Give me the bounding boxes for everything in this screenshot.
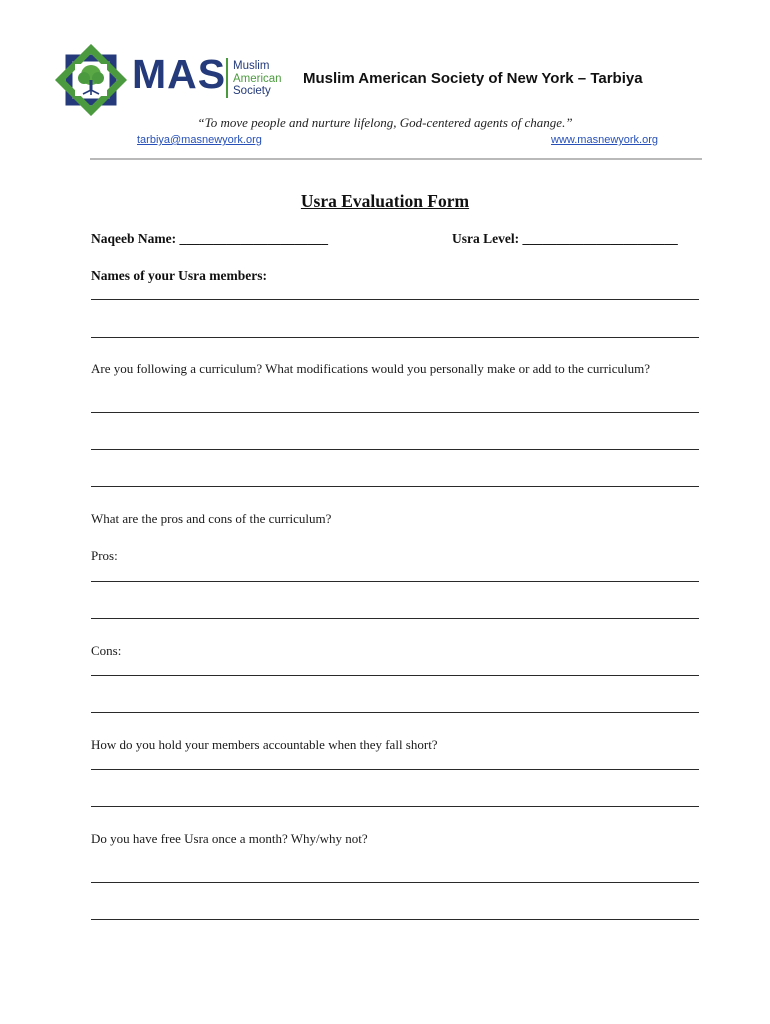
cons-answer-line[interactable] [91, 712, 699, 713]
pros-answer-line[interactable] [91, 618, 699, 619]
cons-answer-line[interactable] [91, 675, 699, 676]
form-title: Usra Evaluation Form [300, 191, 470, 211]
logo-word-american: American [233, 72, 282, 85]
free-usra-answer-line[interactable] [91, 882, 699, 883]
email-link[interactable]: tarbiya@masnewyork.org [137, 134, 262, 146]
members-label: Names of your Usra members: [91, 268, 267, 283]
curriculum-answer-line[interactable] [91, 449, 699, 450]
question-free-usra: Do you have free Usra once a month? Why/why not? [91, 831, 368, 846]
usra-level-field[interactable]: Usra Level: _______________________ [452, 231, 678, 246]
logo-divider [226, 58, 228, 98]
website-link[interactable]: www.masnewyork.org [551, 134, 658, 146]
curriculum-answer-line[interactable] [91, 486, 699, 487]
logo-word-society: Society [233, 85, 271, 97]
org-name: Muslim American Society of New York – Tarbiya [303, 70, 643, 87]
pros-answer-line[interactable] [91, 581, 699, 582]
logo-word-muslim: Muslim [233, 60, 270, 72]
cons-label: Cons: [91, 643, 122, 658]
curriculum-answer-line[interactable] [91, 412, 699, 413]
question-accountable: How do you hold your members accountable when they fall short? [91, 737, 438, 752]
logo-subtitle [233, 60, 282, 98]
tagline: “To move people and nurture lifelong, God-centered agents of change.” [197, 115, 573, 130]
pros-label: Pros: [91, 548, 118, 563]
accountable-answer-line[interactable] [91, 806, 699, 807]
logo-wordmark: MAS [132, 51, 227, 97]
accountable-answer-line[interactable] [91, 769, 699, 770]
logo-icon [55, 44, 127, 116]
free-usra-answer-line[interactable] [91, 919, 699, 920]
header-divider [90, 158, 702, 160]
members-answer-line[interactable] [91, 337, 699, 338]
naqeeb-name-field[interactable]: Naqeeb Name: ______________________ [91, 231, 328, 246]
members-answer-line[interactable] [91, 299, 699, 300]
question-pros-cons: What are the pros and cons of the curriculum? [91, 511, 332, 526]
question-curriculum: Are you following a curriculum? What modifications would you personally make or add to the curriculum? [91, 361, 650, 376]
